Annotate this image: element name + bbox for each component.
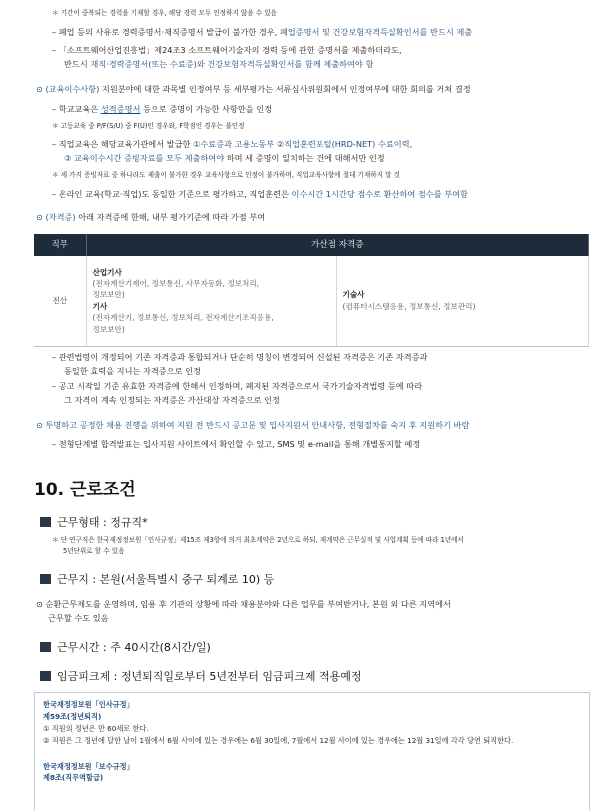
regulation-clause-1: ① 직원의 정년은 만 60세로 한다. [43, 723, 149, 733]
item-education: ⊙ (교육이수사항) 지원분야에 대한 과목별 인정여부 등 세부평가는 서류심사위원회에서 인정여부에 대한 회의를 거쳐 결정 [36, 84, 471, 94]
bonus-certificate-table [34, 234, 589, 347]
regulation-article-role-pay: 제8조(직무역할급) [43, 773, 104, 783]
line-law-amendment: – 관련법령이 개정되어 기존 자격증과 통합되거나 단순히 명칭이 변경되어 신설된 자격증은 기존 자격증과 [52, 352, 428, 362]
regulation-title-salary: 한국재정정보원「보수규정」 [43, 761, 134, 771]
item-fair-hiring: ⊙ 투명하고 공정한 채용 진행을 위하여 지원 전 반드시 공고문 및 입사지원서 안내사항, 전형절차를 숙지 후 지원하기 바람 [36, 420, 470, 430]
heading-employment-type: 근무형태 : 정규직* [40, 515, 148, 532]
square-bullet-icon [40, 517, 51, 527]
table-row [34, 256, 589, 346]
heading-work-hours: 근무시간 : 주 40시간(8시간/일) [40, 640, 211, 657]
line-vocational-education: – 직업교육은 해당교육기관에서 발급한 ①수료증과 고용노동부 ②직업훈련포털(HRD-NET) 수료이력, [52, 139, 413, 149]
note-three-proofs: ＊ 세 가지 증빙자료 중 하나라도 제출이 불가한 경우 교육사항으로 인정이 불가하며, 직업교육사항에 절대 기재하지 말 것 [52, 171, 400, 179]
line-online-education: – 온라인 교육(학교·직업)도 동일한 기준으로 평가하고, 직업훈련은 이수시간 1시간당 점수로 환산하여 점수를 부여함 [52, 189, 468, 199]
line-valid-certificates-cont: 그 자격이 계속 인정되는 자격증은 가산대상 자격증으로 인정 [64, 395, 280, 405]
square-bullet-icon [40, 574, 51, 584]
item-certificates: ⊙ (자격증) 아래 자격증에 한해, 내부 평가기준에 따라 가점 부여 [36, 212, 266, 222]
line-software-act-cont: 반드시 재직·경력증명서(또는 수료증)와 건강보험자격득실확인서를 함께 제출하여야 함 [64, 59, 374, 69]
table-cell-certificates-b: 기술사 (컴퓨터시스템응용, 정보통신, 정보관리) [336, 256, 589, 346]
note-duplicate-career: ＊ 기간이 중복되는 경력을 기재할 경우, 해당 경력 모두 인정하지 않을 수 있음 [52, 9, 277, 17]
regulation-clause-2: ② 직원은 그 정년에 달한 날이 1월에서 6월 사이에 있는 경우에는 6월 30일에, 7월에서 12월 사이에 있는 경우에는 12월 31일에 각각 당연 퇴직한다. [43, 735, 514, 745]
square-bullet-icon [40, 671, 51, 681]
heading-work-location: 근무지 : 본원(서울특별시 중구 퇴계로 10) 등 [40, 572, 274, 589]
note-researcher-contract: ＊ 단 연구직은 한국재정정보원「인사규정」제15조 제3항에 의거 최초계약은 2년으로 하되, 재계약은 근무실적 및 사업계획 등에 따라 1년에서 [52, 536, 464, 544]
line-result-notice: – 전형단계별 합격발표는 입사지원 사이트에서 확인할 수 있고, SMS 및 e-mail을 통해 개별통지할 예정 [52, 439, 421, 449]
table-cell-job: 전산 [34, 256, 86, 346]
line-school-education: – 학교교육은 성적증명서 등으로 증명이 가능한 사항만을 인정 [52, 104, 273, 114]
table-header-certificates: 가산점 자격증 [86, 234, 589, 256]
table-cell-certificates-a: 산업기사 (전자계산기제어, 정보통신, 사무자동화, 정보처리, 정보보안) 기사 (전자계산기, 정보통신, 정보처리, 전자계산기조직응용, 정보보안) [86, 256, 336, 346]
line-closure-certificate: – 폐업 등의 사유로 경력증명서·재직증명서 발급이 불가한 경우, 폐업증명서 및 건강보험자격득실확인서를 반드시 제출 [52, 27, 473, 37]
line-vocational-education-cont: ③ 교육이수시간 증빙자료를 모두 제출하여야 하며 세 증명이 일치하는 건에 대해서만 인정 [64, 153, 385, 163]
line-software-act: – 「소프트웨어산업진흥법」제24조3 소프트웨어기술자의 경력 등에 관한 증명서를 제출하더라도, [52, 45, 402, 55]
line-law-amendment-cont: 동일한 효력을 지니는 자격증으로 인정 [64, 366, 201, 376]
heading-wage-peak: 임금피크제 : 정년퇴직일로부터 5년전부터 임금피크제 적용예정 [40, 669, 361, 686]
regulation-article-retirement: 제59조(정년퇴직) [43, 711, 102, 721]
regulation-title-personnel: 한국재정정보원「인사규정」 [43, 700, 134, 709]
item-rotation-cont: 근무할 수도 있음 [48, 613, 109, 623]
note-grade-fail: ＊ 고등교육 중 P/F(S/U) 중 F(U)인 경우와, F학점인 경우는 불인정 [52, 122, 245, 130]
square-bullet-icon [40, 642, 51, 652]
line-valid-certificates: – 공고 시작일 기준 유효한 자격증에 한해서 인정하며, 폐지된 자격증으로서 국가기술자격법령 등에 따라 [52, 381, 423, 391]
note-researcher-contract-cont: 5년단위로 할 수 있음 [63, 547, 125, 555]
table-header-job: 직무 [34, 234, 86, 256]
item-rotation: ⊙ 순환근무제도를 운영하며, 임용 후 기관의 상황에 따라 채용분야와 다른 업무를 부여받거나, 본원 외 다른 지역에서 [36, 599, 451, 609]
section-title-working-conditions: 10. 근로조건 [34, 480, 136, 500]
regulation-excerpt-box [34, 692, 590, 811]
